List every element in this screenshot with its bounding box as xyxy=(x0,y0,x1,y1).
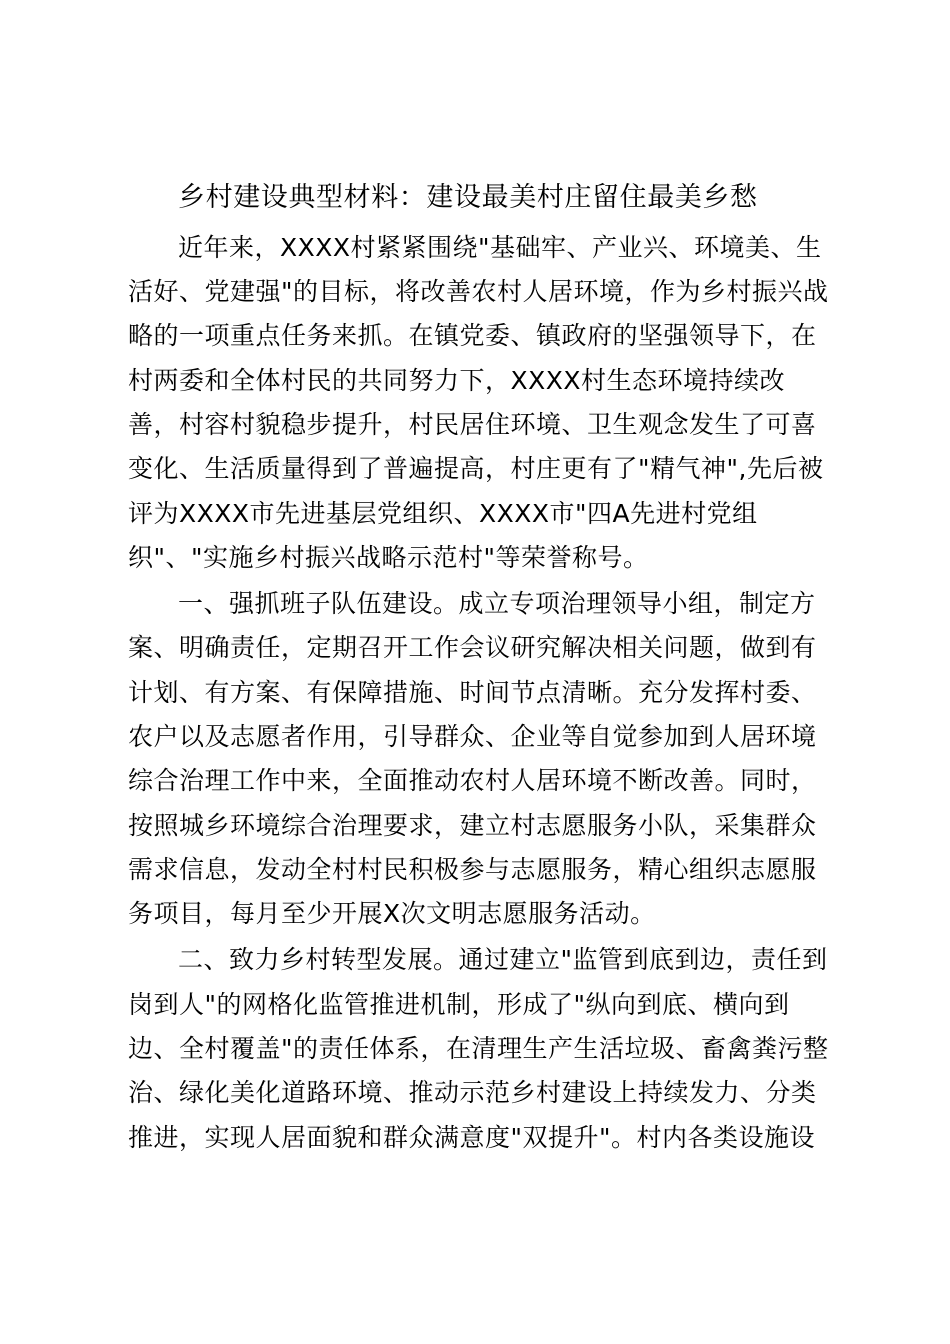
paragraph-1-line-4: 村两委和全体村民的共同努力下，XXXX村生态环境持续改 xyxy=(128,366,786,395)
paragraph-1-line-6: 变化、生活质量得到了普遍提高，村庄更有了"精气神",先后被 xyxy=(128,454,824,483)
paragraph-2-line-7: 需求信息，发动全村村民积极参与志愿服务，精心组织志愿服 xyxy=(128,855,817,884)
paragraph-3-line-3: 边、全村覆盖"的责任体系，在清理生产生活垃圾、畜禽粪污整 xyxy=(128,1034,829,1063)
paragraph-1-line-7: 评为XXXX市先进基层党组织、XXXX市"四A先进村党组 xyxy=(128,499,758,528)
paragraph-2-line-1: 一、强抓班子队伍建设。成立专项治理领导小组，制定方 xyxy=(178,589,816,618)
paragraph-2-line-3: 计划、有方案、有保障措施、时间节点清晰。充分发挥村委、 xyxy=(128,678,817,707)
paragraph-3-line-1: 二、致力乡村转型发展。通过建立"监管到底到边，责任到 xyxy=(178,945,828,974)
paragraph-1-line-1: 近年来，XXXX村紧紧围绕"基础牢、产业兴、环境美、生 xyxy=(178,233,822,262)
paragraph-3-line-4: 治、绿化美化道路环境、推动示范乡村建设上持续发力、分类 xyxy=(128,1078,817,1107)
paragraph-1-line-3: 略的一项重点任务来抓。在镇党委、镇政府的坚强领导下，在 xyxy=(128,321,817,350)
paragraph-2-line-2: 案、明确责任，定期召开工作会议研究解决相关问题，做到有 xyxy=(128,633,817,662)
paragraph-1-line-2: 活好、党建强"的目标，将改善农村人居环境，作为乡村振兴战 xyxy=(128,277,829,306)
paragraph-3-line-2: 岗到人"的网格化监管推进机制，形成了"纵向到底、横向到 xyxy=(128,990,790,1019)
paragraph-2-line-5: 综合治理工作中来，全面推动农村人居环境不断改善。同时， xyxy=(128,766,817,795)
paragraph-2-line-6: 按照城乡环境综合治理要求，建立村志愿服务小队，采集群众 xyxy=(128,811,817,840)
paragraph-2-line-8: 务项目，每月至少开展X次文明志愿服务活动。 xyxy=(128,899,656,928)
paragraph-3-line-5: 推进，实现人居面貌和群众满意度"双提升"。村内各类设施设 xyxy=(128,1123,816,1152)
document-title: 乡村建设典型材料：建设最美村庄留住最美乡愁 xyxy=(178,182,758,213)
paragraph-1-line-8: 织"、"实施乡村振兴战略示范村"等荣誉称号。 xyxy=(128,543,649,572)
paragraph-1-line-5: 善，村容村貌稳步提升，村民居住环境、卫生观念发生了可喜 xyxy=(128,410,817,439)
paragraph-2-line-4: 农户以及志愿者作用，引导群众、企业等自觉参加到人居环境 xyxy=(128,722,817,751)
